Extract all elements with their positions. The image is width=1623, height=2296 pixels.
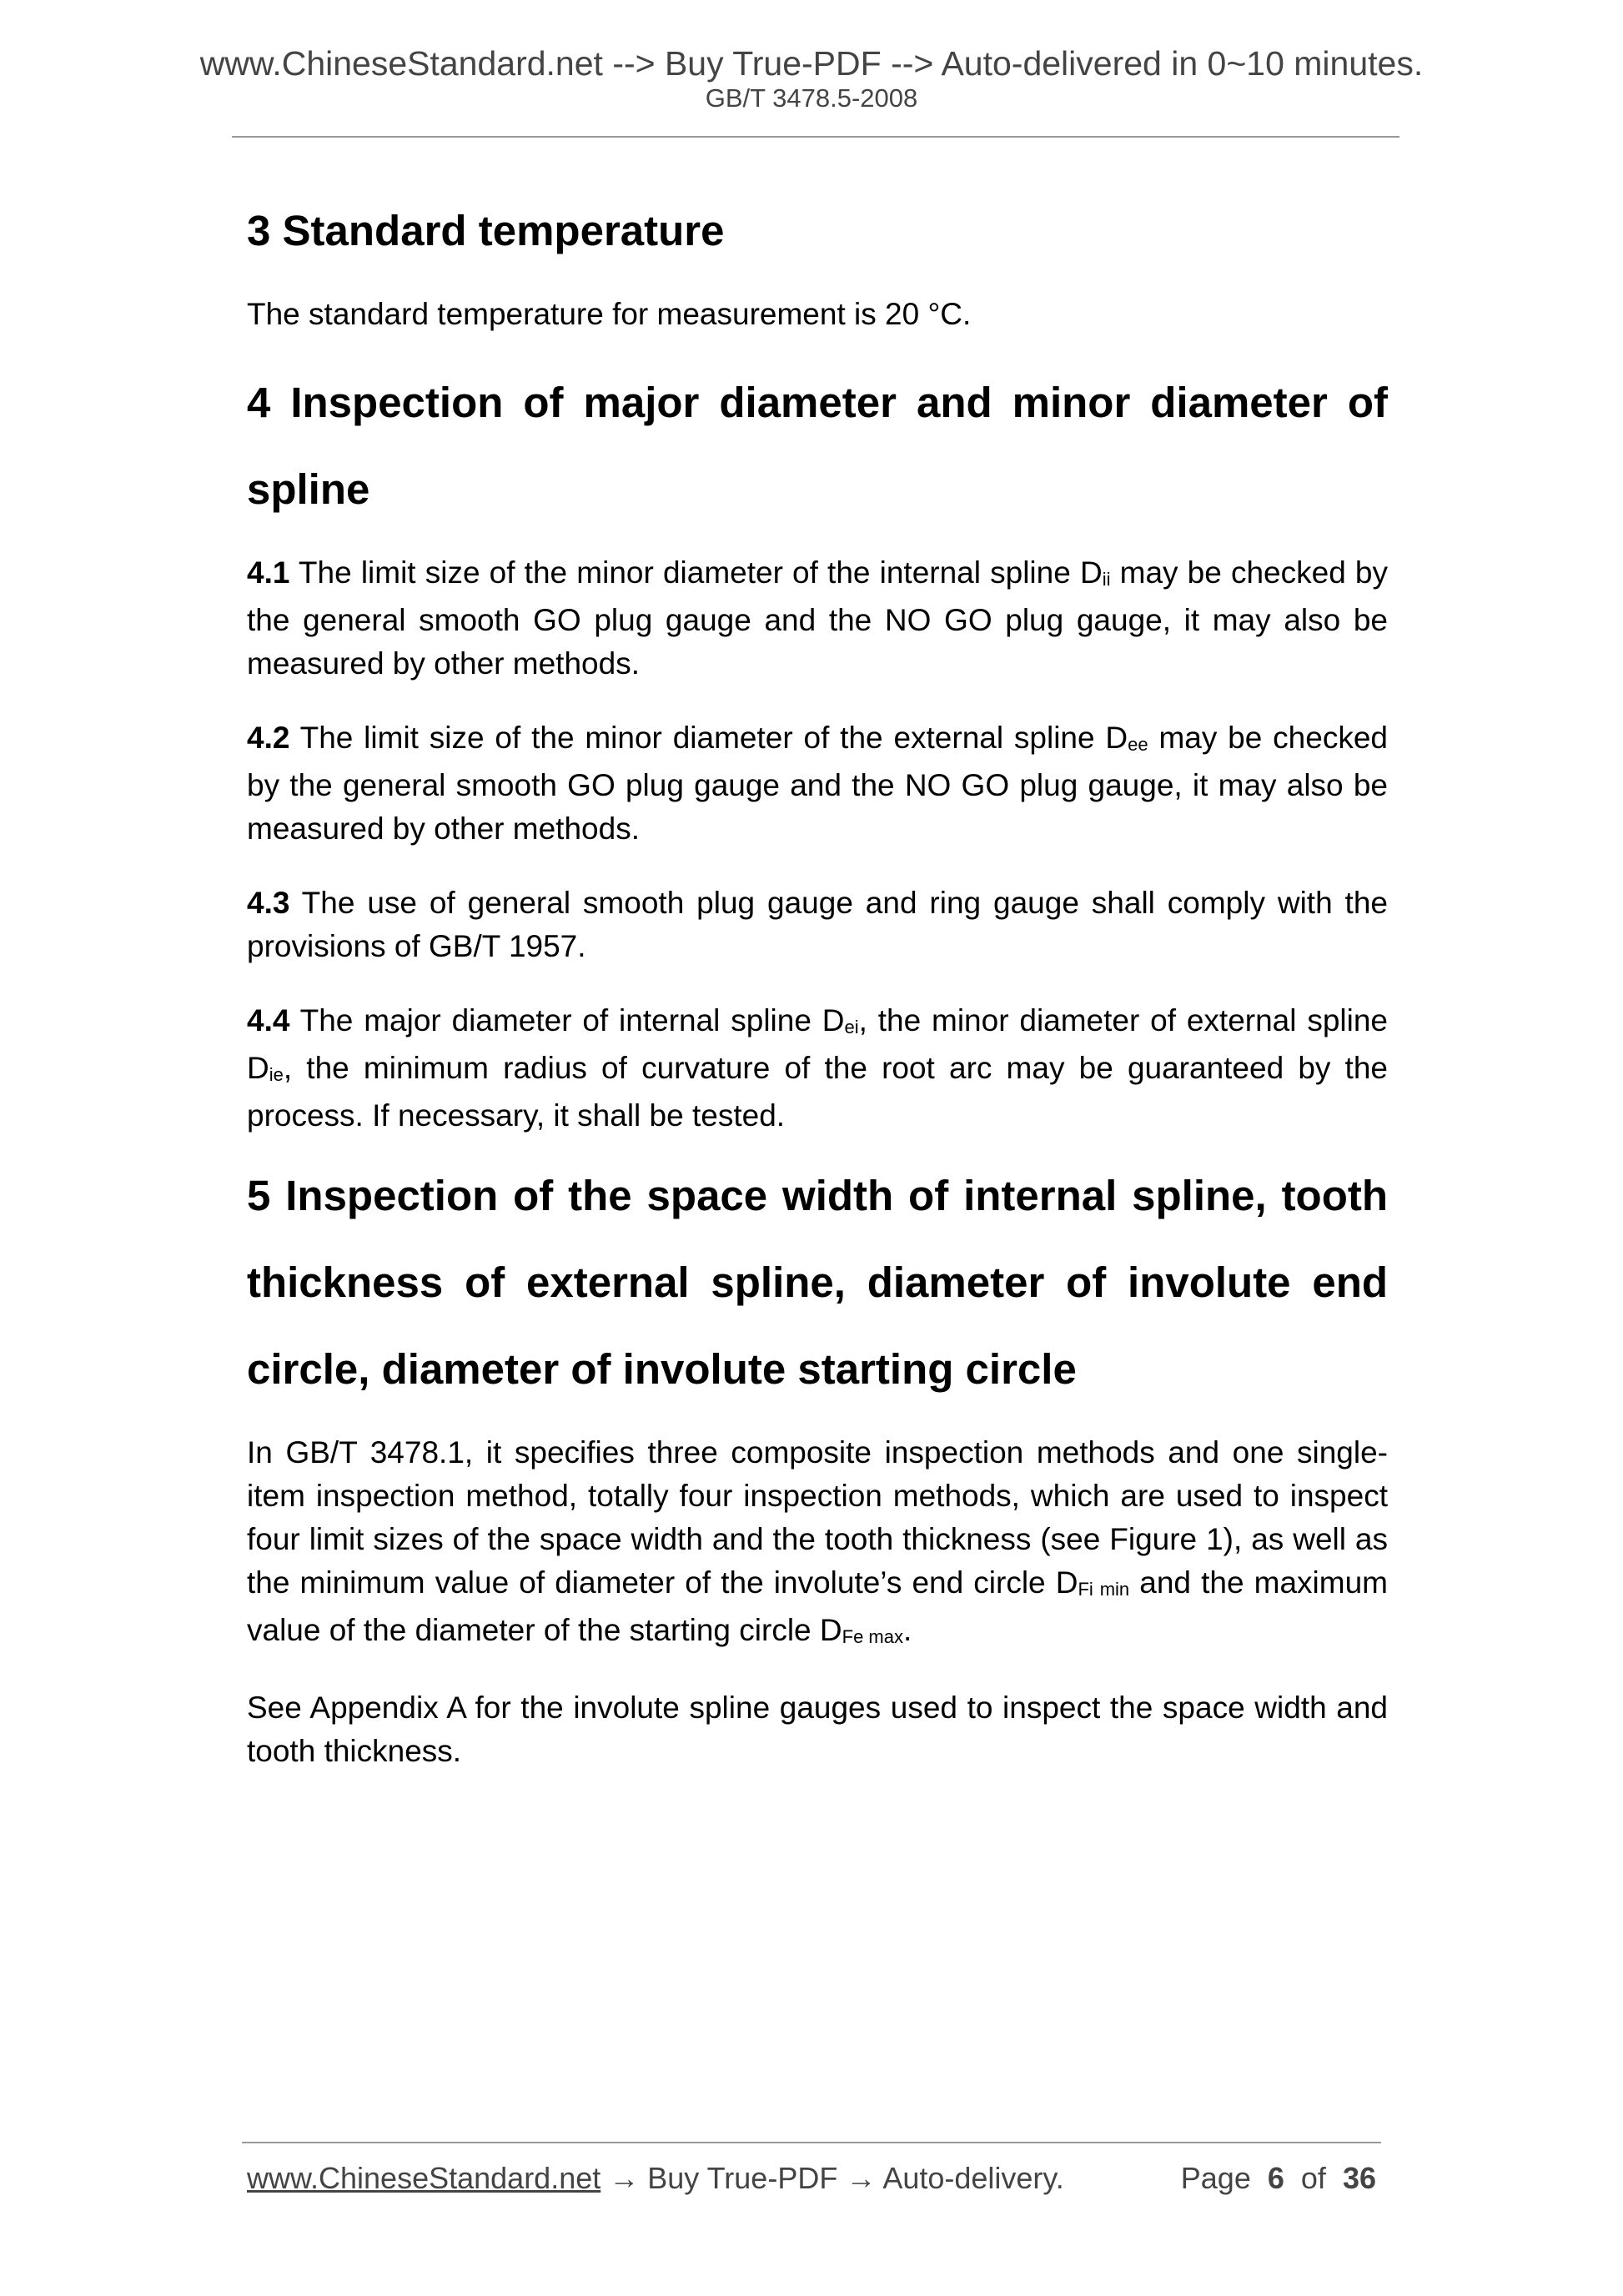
subscript: ee: [1128, 734, 1148, 755]
footer-tagline: → Buy True-PDF → Auto-delivery.: [600, 2161, 1064, 2195]
section-5-paragraph-1: [247, 1431, 1388, 1656]
clause-4-4: [247, 999, 1388, 1138]
clause-4-2: [247, 716, 1388, 851]
subscript: Fe max: [842, 1626, 903, 1647]
standard-code: GB/T 3478.5-2008: [705, 83, 918, 113]
clause-text: The major diameter of internal spline D: [289, 1003, 845, 1037]
subscript: ii: [1102, 569, 1111, 590]
header-divider: [232, 136, 1399, 138]
clause-text: The limit size of the minor diameter of the external spline D: [289, 721, 1128, 755]
clause-number: 4.1: [247, 555, 290, 590]
section-5-heading: 5 Inspection of the space width of internal spline, tooth thickness of external spline, diameter of involute end circle, diameter of involute starting circle: [247, 1172, 1388, 1393]
clause-text: may be checked by the general smooth GO plug gauge and the NO GO plug gauge, it may also be measured by other methods.: [247, 555, 1389, 681]
clause-number: 4.4: [247, 1003, 290, 1037]
section-5-paragraph-2: See Appendix A for the involute spline gauges used to inspect the space width and tooth thickness.: [247, 1691, 1388, 1768]
clause-text: The limit size of the minor diameter of the internal spline D: [289, 555, 1103, 590]
clause-4-3: [247, 882, 1388, 968]
clause-text: may be checked by the general smooth GO plug gauge and the NO GO plug gauge, it may also be measured by other methods.: [247, 721, 1388, 846]
page-word: Page: [1180, 2161, 1251, 2195]
page-number: 6: [1267, 2161, 1284, 2195]
clause-text: , the minor diameter of external spline D: [247, 1003, 1388, 1085]
of-word: of: [1300, 2161, 1326, 2195]
clause-number: 4.3: [247, 886, 290, 920]
paragraph-text: .: [902, 1613, 912, 1647]
section-3-body: The standard temperature for measurement is 20 °C.: [247, 297, 972, 331]
top-banner: www.ChineseStandard.net --> Buy True-PDF --> Auto-delivered in 0~10 minutes.: [199, 44, 1424, 83]
subscript: Fi min: [1078, 1579, 1130, 1600]
footer-left: [247, 2160, 1064, 2197]
page-indicator: [1181, 2160, 1376, 2197]
paragraph-text: In GB/T 3478.1, it specifies three composite inspection methods and one single-item inspection method, totally four inspection methods, which are used to inspect four limit sizes of the space width and the tooth thickness (see Figure 1), as well as the minimum value of diameter of the involute’s end circle D: [247, 1435, 1388, 1600]
page-total: 36: [1342, 2161, 1376, 2195]
clause-4-1: [247, 551, 1388, 686]
footer-site-link[interactable]: www.ChineseStandard.net: [247, 2161, 601, 2195]
subscript: ie: [269, 1064, 284, 1085]
section-3-heading: 3 Standard temperature: [247, 207, 725, 254]
page-content: [247, 188, 1388, 1773]
paragraph-text: and the maximum value of the diameter of the starting circle D: [247, 1565, 1388, 1647]
section-4-heading: 4 Inspection of major diameter and minor diameter of spline: [247, 379, 1388, 513]
footer-divider: [242, 2142, 1381, 2143]
clause-text: The use of general smooth plug gauge and ring gauge shall comply with the provisions of GB/T 1957.: [247, 886, 1388, 963]
clause-text: , the minimum radius of curvature of the root arc may be guaranteed by the process. If necessary, it shall be tested.: [247, 1051, 1388, 1133]
subscript: ei: [844, 1017, 859, 1037]
clause-number: 4.2: [247, 721, 290, 755]
